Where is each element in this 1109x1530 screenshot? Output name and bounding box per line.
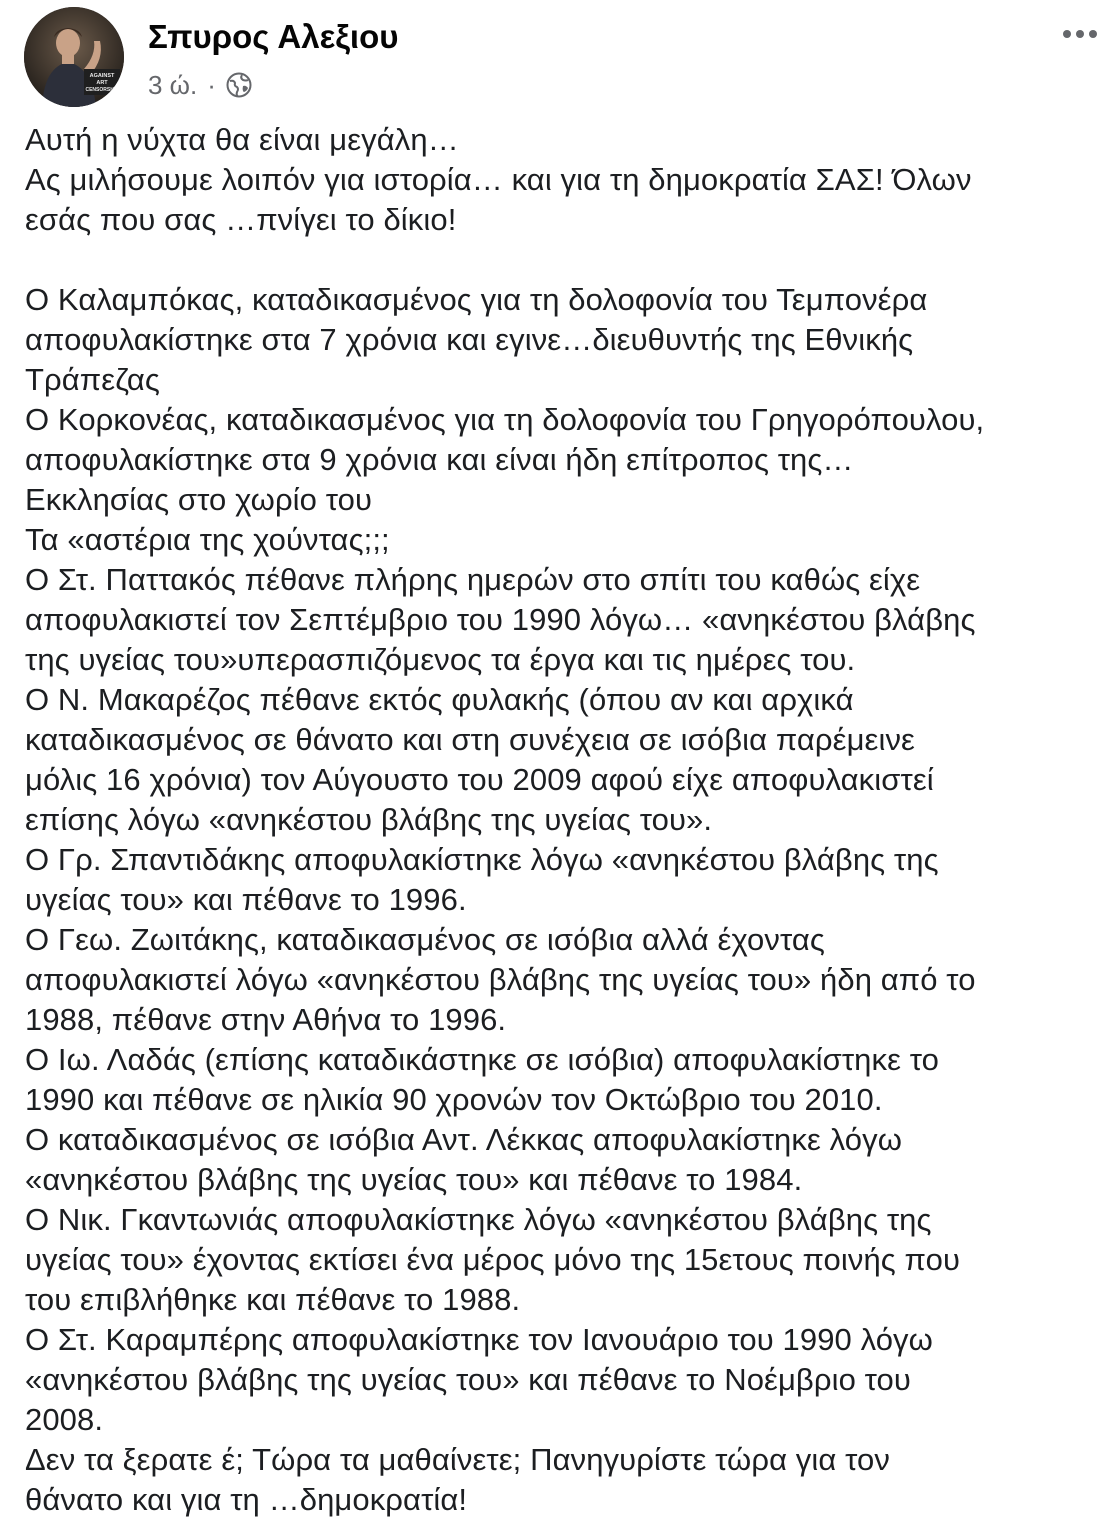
avatar-badge-line: AGAINST: [89, 73, 115, 79]
post-text-line: μόλις 16 χρόνια) τον Αύγουστο του 2009 αφού είχε αποφυλακιστεί: [25, 762, 934, 797]
post-text-line: «ανηκέστου βλάβης της υγείας του» και πέθανε το 1984.: [25, 1162, 803, 1197]
post-text-line: Ο Ιω. Λαδάς (επίσης καταδικάστηκε σε ισόβια) αποφυλακίστηκε το: [25, 1042, 939, 1077]
post-text: [25, 120, 1095, 1520]
post-text-line: Τα «αστέρια της χούντας;;;: [25, 522, 390, 557]
post-text-line: Ο Ν. Μακαρέζος πέθανε εκτός φυλακής (όπου αν και αρχικά: [25, 682, 854, 717]
post-text-line: της υγείας του»υπερασπιζόμενος τα έργα και τις ημέρες του.: [25, 642, 856, 677]
post-text-line: 1990 και πέθανε σε ηλικία 90 χρονών τον Οκτώβριο του 2010.: [25, 1082, 883, 1117]
meta-separator: ·: [207, 69, 216, 100]
post-text-line: θάνατο και για τη …δημοκρατία!: [25, 1482, 468, 1517]
post-text-line: επίσης λόγω «ανηκέστου βλάβης της υγείας του».: [25, 802, 713, 837]
post-text-line: υγείας του» και πέθανε το 1996.: [25, 882, 467, 917]
post-text-line: αποφυλακιστεί τον Σεπτέμβριο του 1990 λόγω… «ανηκέστου βλάβης: [25, 602, 976, 637]
globe-icon[interactable]: [226, 72, 252, 98]
author-name[interactable]: Σπυρος Αλεξιου: [148, 18, 399, 55]
post-header: [0, 0, 1109, 120]
post-text-line: Εκκλησίας στο χωρίο του: [25, 482, 373, 517]
avatar-photo: [24, 7, 124, 107]
post-text-line: Ο Στ. Καραμπέρης αποφυλακίστηκε τον Ιανουάριο του 1990 λόγω: [25, 1322, 933, 1357]
post-meta: [148, 68, 252, 102]
post-text-line: αποφυλακίστηκε στα 7 χρόνια και εγινε…διευθυντής της Εθνικής: [25, 322, 914, 357]
post-text-line: 2008.: [25, 1402, 104, 1437]
post-text-line: αποφυλακιστεί λόγω «ανηκέστου βλάβης της υγείας του» ήδη από το: [25, 962, 976, 997]
post-text-line: του επιβλήθηκε και πέθανε το 1988.: [25, 1282, 521, 1317]
more-options-icon[interactable]: [1055, 14, 1105, 54]
post-text-line: 1988, πέθανε στην Αθήνα το 1996.: [25, 1002, 507, 1037]
post-text-line: Ο Γρ. Σπαντιδάκης αποφυλακίστηκε λόγω «ανηκέστου βλάβης της: [25, 842, 939, 877]
avatar-badge-line: ART: [96, 80, 108, 86]
post-text-line: Ο Καλαμπόκας, καταδικασμένος για τη δολοφονία του Τεμπονέρα: [25, 282, 928, 317]
post-text-blank-line: [25, 240, 1095, 280]
post-text-line: «ανηκέστου βλάβης της υγείας του» και πέθανε το Νοέμβριο του: [25, 1362, 911, 1397]
post-text-line: αποφυλακίστηκε στα 9 χρόνια και είναι ήδη επίτροπος της…: [25, 442, 854, 477]
post-text-line: Τράπεζας: [25, 362, 160, 397]
post-text-line: υγείας του» έχοντας εκτίσει ένα μέρος μόνο της 15ετους ποινής που: [25, 1242, 961, 1277]
post-text-line: Ο Κορκονέας, καταδικασμένος για τη δολοφονία του Γρηγορόπουλου,: [25, 402, 985, 437]
post-text-line: Αυτή η νύχτα θα είναι μεγάλη…: [25, 122, 459, 157]
post-text-line: Ο Στ. Παττακός πέθανε πλήρης ημερών στο σπίτι του καθώς είχε: [25, 562, 921, 597]
post-text-line: καταδικασμένος σε θάνατο και στη συνέχεια σε ισόβια παρέμεινε: [25, 722, 915, 757]
post-text-line: εσάς που σας …πνίγει το δίκιο!: [25, 202, 457, 237]
post-text-line: Ας μιλήσουμε λοιπόν για ιστορία… και για τη δημοκρατία ΣΑΣ! Όλων: [25, 162, 972, 197]
avatar-badge-line: CENSORSHIP: [85, 87, 119, 93]
post-timestamp[interactable]: 3 ώ.: [148, 69, 198, 100]
post-text-line: Δεν τα ξερατε έ; Τώρα τα μαθαίνετε; Πανηγυρίστε τώρα για τον: [25, 1442, 890, 1477]
post-text-line: Ο καταδικασμένος σε ισόβια Αντ. Λέκκας αποφυλακίστηκε λόγω: [25, 1122, 902, 1157]
post-text-line: Ο Γεω. Ζωιτάκης, καταδικασμένος σε ισόβια αλλά έχοντας: [25, 922, 825, 957]
author-avatar[interactable]: [24, 7, 124, 107]
post-text-line: Ο Νικ. Γκαντωνιάς αποφυλακίστηκε λόγω «ανηκέστου βλάβης της: [25, 1202, 932, 1237]
